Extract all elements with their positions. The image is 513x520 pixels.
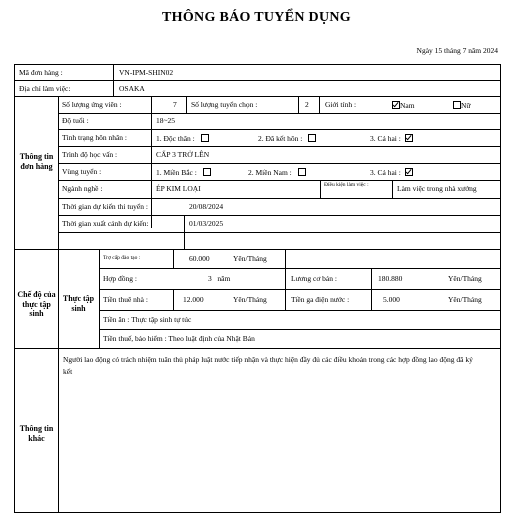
exam-date: 20/08/2024 — [189, 202, 224, 211]
issue-date: Ngày 15 tháng 7 năm 2024 — [416, 46, 498, 55]
marital-married-label: 2. Đã kết hôn : — [258, 134, 303, 143]
region-north-option[interactable] — [156, 168, 211, 177]
region-north-label: 1. Miền Bắc : — [156, 168, 197, 177]
region-north-checkbox[interactable] — [203, 168, 211, 176]
marital-married-checkbox[interactable] — [308, 134, 316, 142]
selected-label: Số lượng tuyển chọn : — [191, 100, 258, 109]
meals-info: Tiền ăn : Thực tập sinh tự túc — [103, 315, 192, 324]
base-salary: 180.880 — [378, 274, 403, 283]
education-level: CẤP 3 TRỞ LÊN — [156, 150, 210, 159]
marital-both-option[interactable] — [370, 134, 413, 143]
rent-label: Tiền thuê nhà : — [103, 295, 148, 304]
job-label: Ngành nghề : — [62, 184, 103, 193]
training-allowance-unit: Yên/Tháng — [233, 254, 267, 263]
region-both-option[interactable] — [370, 168, 413, 177]
base-salary-unit: Yên/Tháng — [448, 274, 482, 283]
training-allowance-label: Trợ cấp đào tạo : — [103, 255, 141, 261]
gender-female-label: Nữ — [461, 101, 471, 110]
tax-insurance-info: Tiền thuế, bảo hiểm : Theo luật định của Nhật Bản — [103, 334, 255, 343]
utilities-unit: Yên/Tháng — [448, 295, 482, 304]
base-salary-label: Lương cơ bản : — [291, 274, 337, 283]
rent: 12.000 — [183, 295, 204, 304]
departure-date-label: Thời gian xuất cảnh dự kiến: — [62, 219, 149, 228]
region-south-option[interactable] — [248, 168, 306, 177]
gender-male-option[interactable] — [390, 101, 415, 110]
departure-date: 01/03/2025 — [189, 219, 224, 228]
section-other: Thông tin khác — [19, 424, 54, 443]
selected-count: 2 — [305, 100, 309, 109]
contract-duration: 3 năm — [208, 274, 231, 283]
other-info-text: Người lao động có trách nhiệm tuân thủ pháp luật nước tiếp nhận và thực hiện đầy đủ các điều khoản trong các hợp đồng lao động đã ký kết — [63, 355, 473, 376]
marital-both-checkbox[interactable] — [405, 134, 413, 142]
gender-female-checkbox[interactable] — [453, 101, 461, 109]
rent-unit: Yên/Tháng — [233, 295, 267, 304]
region-south-label: 2. Miền Nam : — [248, 168, 292, 177]
recruitment-table — [14, 64, 501, 513]
age-label: Độ tuổi : — [62, 116, 89, 125]
region-both-label: 3. Cả hai : — [370, 168, 401, 177]
section-benefits: Chế độ của thực tập sinh — [17, 290, 56, 319]
page-title: THÔNG BÁO TUYỂN DỤNG — [162, 10, 351, 25]
order-code-label: Mã đơn hàng : — [19, 68, 63, 77]
work-location: OSAKA — [119, 84, 145, 93]
section-intern: Thực tập sinh — [62, 294, 95, 313]
region-both-checkbox[interactable] — [405, 168, 413, 176]
utilities-label: Tiền ga điện nước : — [291, 295, 350, 304]
education-label: Trình độ học vấn : — [62, 150, 118, 159]
gender-label: Giới tính : — [325, 100, 357, 109]
marital-single-checkbox[interactable] — [201, 134, 209, 142]
age-range: 18~25 — [156, 116, 176, 125]
marital-married-option[interactable] — [258, 134, 316, 143]
exam-date-label: Thời gian dự kiến thi tuyển : — [62, 202, 148, 211]
applicants-label: Số lượng ứng viên : — [62, 100, 122, 109]
order-code: VN-IPM-SHIN02 — [119, 68, 174, 77]
gender-female-option[interactable] — [451, 101, 470, 110]
marital-single-option[interactable] — [156, 134, 209, 143]
utilities: 5.000 — [383, 295, 400, 304]
job-field: ÉP KIM LOẠI — [156, 184, 201, 193]
region-south-checkbox[interactable] — [298, 168, 306, 176]
work-condition: Làm việc trong nhà xưởng — [397, 184, 477, 193]
contract-label: Hợp đồng : — [103, 274, 137, 283]
region-label: Vùng tuyển : — [62, 167, 102, 176]
section-order-info: Thông tin đơn hàng — [19, 152, 54, 171]
gender-male-label: Nam — [400, 101, 415, 110]
training-allowance: 60.000 — [189, 254, 210, 263]
marital-single-label: 1. Độc thân : — [156, 134, 195, 143]
gender-male-checkbox[interactable] — [392, 101, 400, 109]
marital-label: Tình trạng hôn nhân : — [62, 133, 127, 142]
work-condition-label: Điều kiện làm việc : — [324, 182, 369, 188]
applicants-count: 7 — [173, 100, 177, 109]
work-location-label: Địa chỉ làm việc: — [19, 84, 71, 93]
marital-both-label: 3. Cả hai : — [370, 134, 401, 143]
